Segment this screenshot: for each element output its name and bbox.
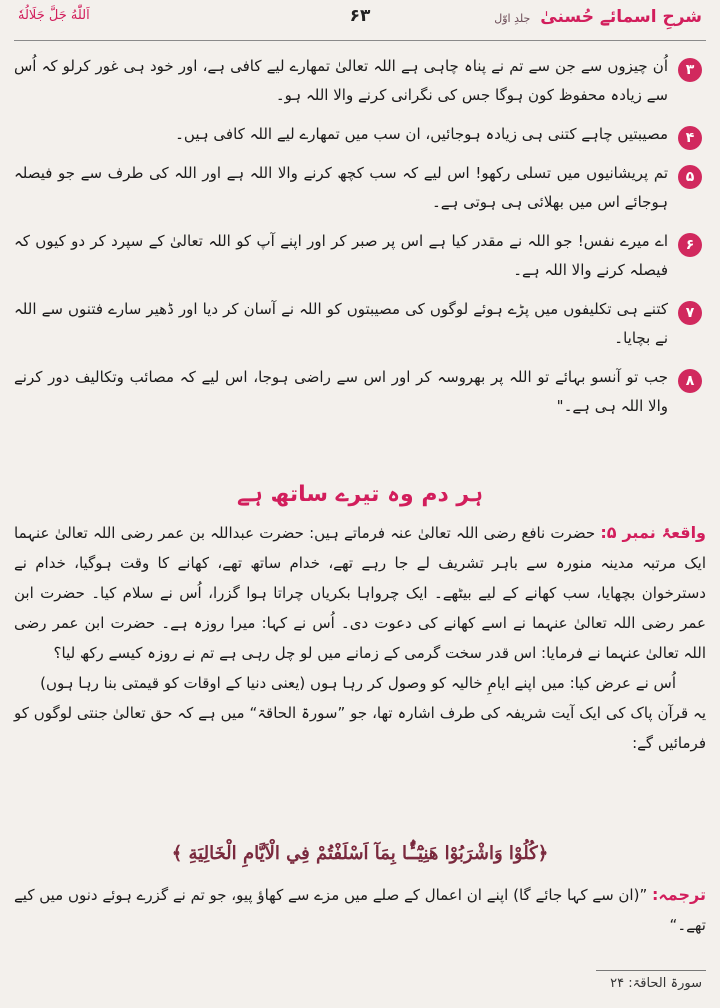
item-text: اُن چیزوں سے جن سے تم نے پناہ چاہی ہے اللہ تعالیٰ تمھارے لیے کافی ہے، اور خود ہی غور کرلو کہ اُس سے زیادہ محفوظ کون ہوگا جس کی نگرانی کرنے والا اللہ ہو۔ xyxy=(14,57,668,104)
item-text: جب تو آنسو بہائے تو اللہ پر بھروسہ کر اور اس سے راضی ہوجا، اس لیے کہ مصائب وتکالیف دور کرنے والا اللہ ہی ہے۔" xyxy=(14,368,668,415)
footnote: سورۃ الحاقۃ: ۲۴ xyxy=(610,976,702,991)
list-item xyxy=(14,52,706,110)
story-paragraph-1 xyxy=(14,518,706,668)
item-text: کتنے ہی تکلیفوں میں پڑے ہوئے لوگوں کی مصیبتوں کو اللہ نے آسان کر دیا اور ڈھیر سارے فتنوں سے اللہ نے بچایا۔ xyxy=(14,300,668,347)
translation-block xyxy=(14,880,706,940)
item-text: اے میرے نفس! جو اللہ نے مقدر کیا ہے اس پر صبر کر اور اپنے آپ کو اللہ تعالیٰ کے سپرد کر دو کیوں کہ فیصلہ کرنے والا اللہ ہے۔ xyxy=(14,232,668,279)
item-number-badge: ۷ xyxy=(678,301,702,325)
quran-verse-block xyxy=(14,843,706,864)
footnote-divider xyxy=(596,970,706,971)
story-paragraph-2: اُس نے عرض کیا: میں اپنے ایامِ خالیہ کو وصول کر رہا ہوں (یعنی دنیا کے اوقات کو قیمتی بنا رہا ہوں) xyxy=(40,674,676,692)
story-text-1: حضرت نافع رضی اللہ تعالیٰ عنہ فرماتے ہیں: حضرت عبداللہ بن عمر رضی اللہ تعالیٰ عنہما ایک مرتبہ مدینہ منورہ سے باہر تشریف لے جا رہے تھے، خدام ساتھ تھے، کھانے کا وقت ہوگیا، خدام نے دسترخوان بچھایا، سب کھانے کے لیے بیٹھے۔ ایک چرواہا بکریاں چراتا ہوا گزرا، اُس نے سلام کیا۔ حضرت ابن عمر رضی اللہ تعالیٰ عنہما نے اسے کھانے کی دعوت دی۔ اُس نے کہا: میرا روزہ ہے۔ حضرت ابن عمر رضی اللہ تعالیٰ عنہما نے فرمایا: اس قدر سخت گرمی کے زمانے میں لو چل رہی ہے تم نے روزہ کیسے رکھ لیا؟ xyxy=(14,524,706,662)
translation-text: ”(ان سے کہا جائے گا) اپنے ان اعمال کے صلے میں مزے سے کھاؤ پیو، جو تم نے گزرے ہوئے دنوں میں کیے تھے۔“ xyxy=(14,886,706,934)
item-number-badge: ۴ xyxy=(678,126,702,150)
story-body xyxy=(14,518,706,758)
translation-paragraph xyxy=(14,880,706,940)
item-text: مصیبتیں چاہے کتنی ہی زیادہ ہوجائیں، ان سب میں تمھارے لیے اللہ کافی ہیں۔ xyxy=(175,125,668,143)
numbered-list xyxy=(14,52,706,431)
book-title: شرحِ اسمائے حُسنیٰ xyxy=(540,7,702,27)
list-item xyxy=(14,120,706,149)
quran-verse: ﴿كُلُوْا وَاشْرَبُوْا هَنِيْٓـًٔۢا بِمَآ اَسْلَفْتُمْ فِي الْاَيَّامِ الْخَالِيَةِ ﴾ xyxy=(171,843,549,864)
list-item xyxy=(14,159,706,217)
story-label: واقعۂ نمبر ۵: xyxy=(600,523,707,542)
item-number-badge: ۳ xyxy=(678,58,702,82)
page-header xyxy=(0,0,720,40)
list-item xyxy=(14,363,706,421)
volume-label: جلدِ اوّل xyxy=(494,12,531,25)
item-number-badge: ۸ xyxy=(678,369,702,393)
story-paragraph-3: یہ قرآن پاک کی ایک آیت شریفہ کی طرف اشارہ تھا، جو ”سورۃ الحاقۃ“ میں ہے کہ حق تعالیٰ جنتی لوگوں کو فرمائیں گے: xyxy=(14,704,706,752)
item-number-badge: ۵ xyxy=(678,165,702,189)
divine-name-header: اَللّٰهُ جَلَّ جَلَالُهٗ xyxy=(18,8,90,23)
translation-label: ترجمہ: xyxy=(652,885,706,904)
item-text: تم پریشانیوں میں تسلی رکھو! اس لیے کہ سب کچھ کرنے والا اللہ ہے اور اللہ کی طرف سے جو فیصلہ ہوجائے اس میں بھلائی ہی ہوتی ہے۔ xyxy=(14,164,668,211)
header-divider xyxy=(14,40,706,41)
list-item xyxy=(14,227,706,285)
page-number: ۶۳ xyxy=(349,6,371,26)
list-item xyxy=(14,295,706,353)
item-number-badge: ۶ xyxy=(678,233,702,257)
section-heading: ہر دم وہ تیرے ساتھ ہے xyxy=(237,482,483,507)
